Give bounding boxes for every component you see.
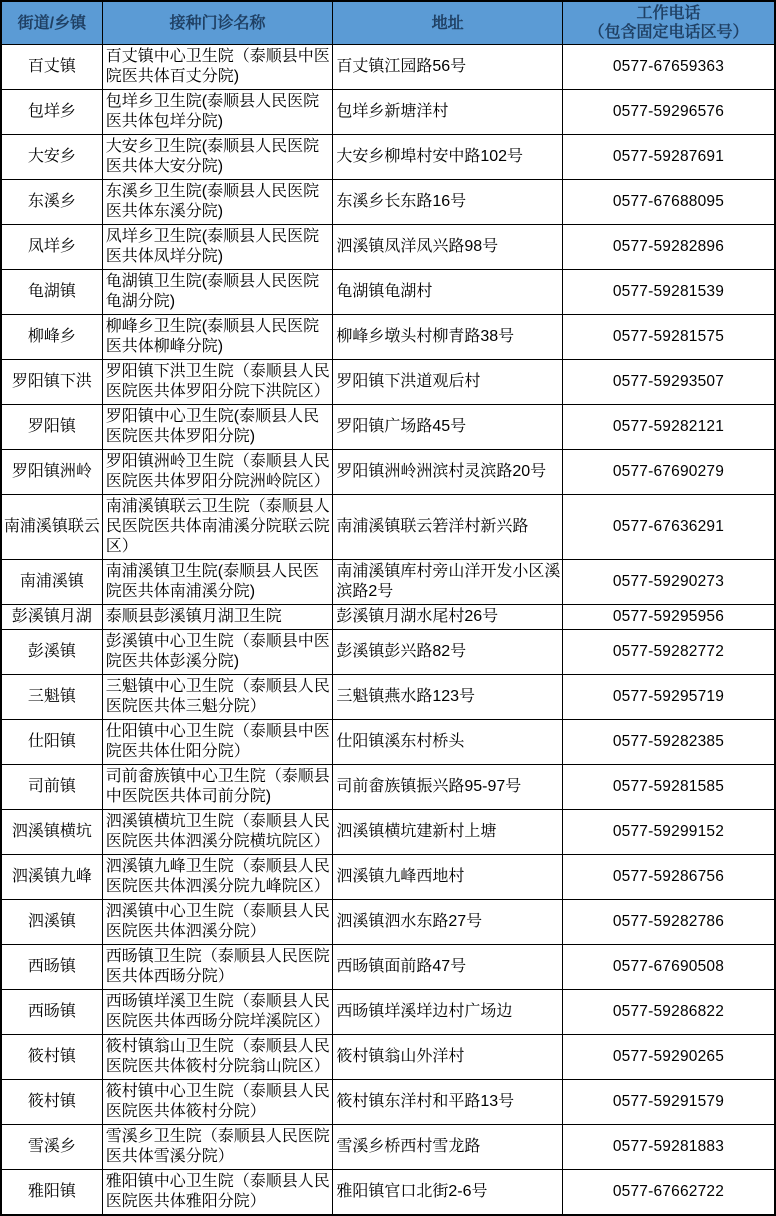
address-cell: 雅阳镇官口北街2-6号	[333, 1170, 563, 1216]
clinic-name-cell: 仕阳镇中心卫生院（泰顺县中医院医共体仕阳分院）	[102, 720, 333, 765]
clinic-name-cell: 罗阳镇下洪卫生院（泰顺县人民医院医共体罗阳分院下洪院区）	[102, 360, 333, 405]
town-cell: 东溪乡	[1, 180, 102, 225]
town-cell: 泗溪镇九峰	[1, 855, 102, 900]
phone-cell: 0577-59282772	[562, 630, 775, 675]
town-cell: 罗阳镇	[1, 405, 102, 450]
town-cell: 司前镇	[1, 765, 102, 810]
address-cell: 西旸镇面前路47号	[333, 945, 563, 990]
town-cell: 筱村镇	[1, 1035, 102, 1080]
phone-cell: 0577-59282121	[562, 405, 775, 450]
phone-cell: 0577-67688095	[562, 180, 775, 225]
clinic-name-cell: 泰顺县彭溪镇月湖卫生院	[102, 605, 333, 630]
table-row	[1, 450, 775, 495]
phone-cell: 0577-59286756	[562, 855, 775, 900]
table-row	[1, 560, 775, 605]
table-row	[1, 990, 775, 1035]
town-cell: 泗溪镇横坑	[1, 810, 102, 855]
header-phone-subtitle: （包含固定电话区号）	[588, 24, 749, 41]
table-row	[1, 810, 775, 855]
town-cell: 彭溪镇月湖	[1, 605, 102, 630]
phone-cell: 0577-59295956	[562, 605, 775, 630]
phone-cell: 0577-67662722	[562, 1170, 775, 1216]
address-cell: 泗溪镇泗水东路27号	[333, 900, 563, 945]
table-row	[1, 675, 775, 720]
phone-cell: 0577-59295719	[562, 675, 775, 720]
table-row	[1, 900, 775, 945]
phone-cell: 0577-59299152	[562, 810, 775, 855]
town-cell: 仕阳镇	[1, 720, 102, 765]
town-cell: 筱村镇	[1, 1080, 102, 1125]
table-row	[1, 180, 775, 225]
clinic-name-cell: 百丈镇中心卫生院（泰顺县中医院医共体百丈分院)	[102, 45, 333, 90]
address-cell: 罗阳镇洲岭洲滨村灵滨路20号	[333, 450, 563, 495]
address-cell: 罗阳镇下洪道观后村	[333, 360, 563, 405]
address-cell: 筱村镇翁山外洋村	[333, 1035, 563, 1080]
town-cell: 三魁镇	[1, 675, 102, 720]
clinic-name-cell: 雪溪乡卫生院（泰顺县人民医院医共体雪溪分院）	[102, 1125, 333, 1170]
clinic-name-cell: 泗溪镇横坑卫生院（泰顺县人民医院医共体泗溪分院横坑院区）	[102, 810, 333, 855]
clinic-name-cell: 龟湖镇卫生院(泰顺县人民医院龟湖分院)	[102, 270, 333, 315]
phone-cell: 0577-59281883	[562, 1125, 775, 1170]
clinic-name-cell: 包垟乡卫生院(泰顺县人民医院医共体包垟分院)	[102, 90, 333, 135]
address-cell: 泗溪镇凤洋凤兴路98号	[333, 225, 563, 270]
phone-cell: 0577-59291579	[562, 1080, 775, 1125]
town-cell: 凤垟乡	[1, 225, 102, 270]
table-row	[1, 315, 775, 360]
address-cell: 百丈镇江园路56号	[333, 45, 563, 90]
town-cell: 罗阳镇洲岭	[1, 450, 102, 495]
address-cell: 泗溪镇九峰西地村	[333, 855, 563, 900]
table-row	[1, 945, 775, 990]
clinic-name-cell: 东溪乡卫生院(泰顺县人民医院医共体东溪分院)	[102, 180, 333, 225]
town-cell: 罗阳镇下洪	[1, 360, 102, 405]
clinic-name-cell: 大安乡卫生院(泰顺县人民医院医共体大安分院)	[102, 135, 333, 180]
clinic-name-cell: 筱村镇中心卫生院（泰顺县人民医院医共体筱村分院）	[102, 1080, 333, 1125]
phone-cell: 0577-59282896	[562, 225, 775, 270]
clinic-name-cell: 罗阳镇中心卫生院(泰顺县人民医院医共体罗阳分院)	[102, 405, 333, 450]
town-cell: 雅阳镇	[1, 1170, 102, 1216]
header-clinic-name: 接种门诊名称	[102, 1, 333, 45]
table-row	[1, 45, 775, 90]
town-cell: 雪溪乡	[1, 1125, 102, 1170]
table-row	[1, 1080, 775, 1125]
town-cell: 彭溪镇	[1, 630, 102, 675]
table-row	[1, 630, 775, 675]
address-cell: 东溪乡长东路16号	[333, 180, 563, 225]
table-row	[1, 270, 775, 315]
town-cell: 泗溪镇	[1, 900, 102, 945]
table-row	[1, 135, 775, 180]
phone-cell: 0577-59286822	[562, 990, 775, 1035]
address-cell: 彭溪镇月湖水尾村26号	[333, 605, 563, 630]
town-cell: 西旸镇	[1, 945, 102, 990]
town-cell: 龟湖镇	[1, 270, 102, 315]
phone-cell: 0577-67636291	[562, 495, 775, 560]
clinic-name-cell: 泗溪镇九峰卫生院（泰顺县人民医院医共体泗溪分院九峰院区）	[102, 855, 333, 900]
clinic-name-cell: 柳峰乡卫生院(泰顺县人民医院医共体柳峰分院)	[102, 315, 333, 360]
table-row	[1, 495, 775, 560]
address-cell: 筱村镇东洋村和平路13号	[333, 1080, 563, 1125]
town-cell: 大安乡	[1, 135, 102, 180]
table-row	[1, 1125, 775, 1170]
town-cell: 南浦溪镇	[1, 560, 102, 605]
clinic-table-head	[1, 1, 775, 45]
phone-cell: 0577-59293507	[562, 360, 775, 405]
address-cell: 彭溪镇彭兴路82号	[333, 630, 563, 675]
phone-cell: 0577-59296576	[562, 90, 775, 135]
address-cell: 龟湖镇龟湖村	[333, 270, 563, 315]
clinic-name-cell: 彭溪镇中心卫生院（泰顺县中医院医共体彭溪分院)	[102, 630, 333, 675]
phone-cell: 0577-59282786	[562, 900, 775, 945]
phone-cell: 0577-59281539	[562, 270, 775, 315]
address-cell: 西旸镇垟溪垟边村广场边	[333, 990, 563, 1035]
clinic-name-cell: 罗阳镇洲岭卫生院（泰顺县人民医院医共体罗阳分院洲岭院区）	[102, 450, 333, 495]
address-cell: 南浦溪镇库村旁山洋开发小区溪滨路2号	[333, 560, 563, 605]
table-row	[1, 1035, 775, 1080]
header-phone	[562, 1, 775, 45]
clinic-name-cell: 泗溪镇中心卫生院（泰顺县人民医院医共体泗溪分院）	[102, 900, 333, 945]
town-cell: 柳峰乡	[1, 315, 102, 360]
phone-cell: 0577-59281575	[562, 315, 775, 360]
clinic-name-cell: 西旸镇卫生院（泰顺县人民医院医共体西旸分院）	[102, 945, 333, 990]
address-cell: 泗溪镇横坑建新村上塘	[333, 810, 563, 855]
phone-cell: 0577-59290273	[562, 560, 775, 605]
address-cell: 雪溪乡桥西村雪龙路	[333, 1125, 563, 1170]
address-cell: 三魁镇燕水路123号	[333, 675, 563, 720]
address-cell: 大安乡柳埠村安中路102号	[333, 135, 563, 180]
phone-cell: 0577-67690508	[562, 945, 775, 990]
clinic-name-cell: 司前畲族镇中心卫生院（泰顺县中医院医共体司前分院)	[102, 765, 333, 810]
phone-cell: 0577-59287691	[562, 135, 775, 180]
clinic-name-cell: 南浦溪镇联云卫生院（泰顺县人民医院医共体南浦溪分院联云院区）	[102, 495, 333, 560]
phone-cell: 0577-59281585	[562, 765, 775, 810]
table-row	[1, 855, 775, 900]
table-row	[1, 225, 775, 270]
clinic-table-body	[1, 45, 775, 1216]
address-cell: 柳峰乡墩头村柳青路38号	[333, 315, 563, 360]
table-row	[1, 765, 775, 810]
phone-cell: 0577-67659363	[562, 45, 775, 90]
town-cell: 包垟乡	[1, 90, 102, 135]
table-row	[1, 1170, 775, 1216]
clinic-name-cell: 雅阳镇中心卫生院（泰顺县人民医院医共体雅阳分院）	[102, 1170, 333, 1216]
address-cell: 仕阳镇溪东村桥头	[333, 720, 563, 765]
header-phone-title: 工作电话	[636, 5, 701, 22]
address-cell: 南浦溪镇联云箬洋村新兴路	[333, 495, 563, 560]
clinic-name-cell: 三魁镇中心卫生院（泰顺县人民医院医共体三魁分院）	[102, 675, 333, 720]
clinic-name-cell: 南浦溪镇卫生院(泰顺县人民医院医共体南浦溪分院)	[102, 560, 333, 605]
table-row	[1, 605, 775, 630]
clinic-name-cell: 筱村镇翁山卫生院（泰顺县人民医院医共体筱村分院翁山院区）	[102, 1035, 333, 1080]
clinic-name-cell: 西旸镇垟溪卫生院（泰顺县人民医院医共体西旸分院垟溪院区）	[102, 990, 333, 1035]
table-row	[1, 360, 775, 405]
town-cell: 西旸镇	[1, 990, 102, 1035]
address-cell: 司前畲族镇振兴路95-97号	[333, 765, 563, 810]
address-cell: 罗阳镇广场路45号	[333, 405, 563, 450]
table-row	[1, 90, 775, 135]
table-row	[1, 405, 775, 450]
header-address: 地址	[333, 1, 563, 45]
town-cell: 百丈镇	[1, 45, 102, 90]
phone-cell: 0577-59282385	[562, 720, 775, 765]
header-town: 街道/乡镇	[1, 1, 102, 45]
phone-cell: 0577-67690279	[562, 450, 775, 495]
address-cell: 包垟乡新塘洋村	[333, 90, 563, 135]
clinic-name-cell: 凤垟乡卫生院(泰顺县人民医院医共体凤垟分院)	[102, 225, 333, 270]
header-row	[1, 1, 775, 45]
phone-cell: 0577-59290265	[562, 1035, 775, 1080]
table-row	[1, 720, 775, 765]
town-cell: 南浦溪镇联云	[1, 495, 102, 560]
